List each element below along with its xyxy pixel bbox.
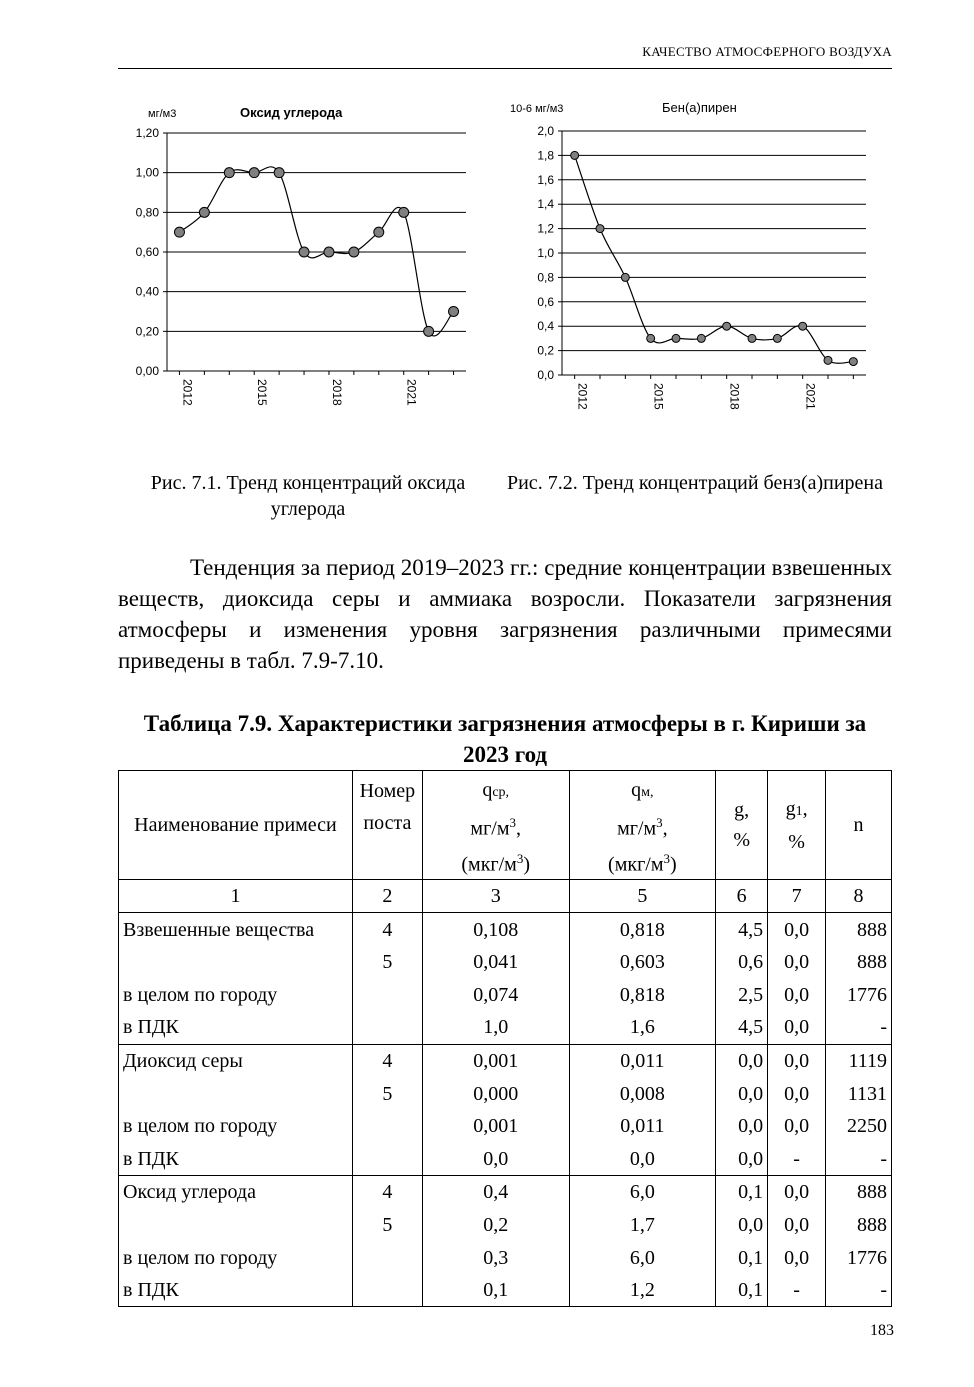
cell-g1: 0,0 <box>768 1241 826 1274</box>
data-point <box>224 168 234 178</box>
cell-g1: 0,0 <box>768 979 826 1012</box>
cell-post: 5 <box>352 1209 422 1242</box>
cell-g: 4,5 <box>716 1011 768 1044</box>
chart-title: Оксид углерода <box>240 105 343 120</box>
cell-qsr: 0,000 <box>422 1077 569 1110</box>
cell-post: 5 <box>352 946 422 979</box>
cell-qm: 0,008 <box>569 1077 716 1110</box>
col-number: 6 <box>716 880 768 913</box>
cell-qsr: 1,0 <box>422 1011 569 1044</box>
cell-post: 5 <box>352 1077 422 1110</box>
data-point <box>621 273 629 281</box>
y-tick-label: 0,8 <box>537 270 554 285</box>
cell-g: 0,6 <box>716 946 768 979</box>
header-n: n <box>826 771 892 880</box>
data-point <box>274 168 284 178</box>
table-row <box>119 1044 892 1077</box>
cell-post: 4 <box>352 1044 422 1077</box>
y-tick-label: 0,60 <box>135 245 159 259</box>
cell-g1: 0,0 <box>768 1044 826 1077</box>
trend-line <box>575 155 854 363</box>
y-tick-label: 0,0 <box>537 368 554 382</box>
cell-n: 888 <box>826 1209 892 1242</box>
cell-name: в целом по городу <box>119 979 353 1012</box>
cell-g1: - <box>768 1274 826 1307</box>
cell-n: 1119 <box>826 1044 892 1077</box>
cell-g: 4,5 <box>716 913 768 946</box>
cell-name: в целом по городу <box>119 1110 353 1143</box>
page-number: 183 <box>870 1322 894 1339</box>
x-tick-label: 2018 <box>329 379 344 406</box>
cell-qm: 1,2 <box>569 1274 716 1307</box>
y-tick-label: 0,4 <box>537 319 554 334</box>
data-point <box>374 227 384 237</box>
cell-g1: 0,0 <box>768 913 826 946</box>
header-qsr: qср, $мг/м^3$, $(мкг/м^3)$ <box>422 771 569 880</box>
y-axis-label: 10-6 мг/м3 <box>510 103 564 115</box>
data-point <box>824 356 832 364</box>
cell-qsr: 0,0 <box>422 1142 569 1175</box>
cell-g1: 0,0 <box>768 1176 826 1209</box>
cell-g1: - <box>768 1142 826 1175</box>
x-tick-label: 2015 <box>651 383 666 410</box>
data-point <box>672 334 680 342</box>
data-point <box>249 168 259 178</box>
cell-name <box>119 946 353 979</box>
cell-n: 888 <box>826 1176 892 1209</box>
chart-benzopyrene <box>500 95 880 435</box>
figure-caption-1: Рис. 7.1. Тренд концентраций оксида углерода <box>150 472 466 520</box>
body-paragraph <box>118 552 892 676</box>
cell-post <box>352 1274 422 1307</box>
col-number: 2 <box>352 880 422 913</box>
table-row <box>119 946 892 979</box>
cell-g: 0,1 <box>716 1176 768 1209</box>
cell-qsr: 0,041 <box>422 946 569 979</box>
y-tick-label: 0,00 <box>135 364 159 378</box>
cell-qsr: 0,1 <box>422 1274 569 1307</box>
data-point <box>773 334 781 342</box>
cell-n: 1776 <box>826 1241 892 1274</box>
table-body <box>119 913 892 1307</box>
header-g: g, % <box>716 771 768 880</box>
y-tick-label: 1,2 <box>537 221 554 236</box>
x-tick-label: 2012 <box>180 379 195 406</box>
y-tick-label: 1,4 <box>537 197 554 212</box>
cell-qm: 1,7 <box>569 1209 716 1242</box>
cell-g1: 0,0 <box>768 946 826 979</box>
table-row <box>119 1110 892 1143</box>
cell-name: Взвешенные вещества <box>119 913 353 946</box>
cell-qsr: 0,001 <box>422 1044 569 1077</box>
cell-g: 0,0 <box>716 1209 768 1242</box>
cell-g: 0,1 <box>716 1274 768 1307</box>
chart-carbon-monoxide <box>118 95 488 435</box>
cell-n: 888 <box>826 913 892 946</box>
running-title: КАЧЕСТВО АТМОСФЕРНОГО ВОЗДУХА <box>642 44 892 59</box>
table-row <box>119 1274 892 1307</box>
cell-g: 0,1 <box>716 1241 768 1274</box>
y-tick-label: 1,0 <box>537 246 554 260</box>
data-point <box>723 322 731 330</box>
cell-name: в целом по городу <box>119 1241 353 1274</box>
cell-post <box>352 1142 422 1175</box>
table-header-row <box>119 771 892 880</box>
cell-qm: 0,818 <box>569 913 716 946</box>
cell-n: 888 <box>826 946 892 979</box>
cell-qsr: 0,2 <box>422 1209 569 1242</box>
header-g1: g1, % <box>768 771 826 880</box>
cell-name: в ПДК <box>119 1142 353 1175</box>
table-title: Таблица 7.9. Характеристики загрязнения атмосферы в г. Кириши за 2023 год <box>143 711 867 767</box>
data-point <box>647 334 655 342</box>
cell-n: - <box>826 1274 892 1307</box>
data-point <box>199 207 209 217</box>
cell-post: 4 <box>352 913 422 946</box>
chart-title: Бен(а)пирен <box>662 100 737 115</box>
x-tick-label: 2021 <box>404 379 419 406</box>
cell-qm: 0,818 <box>569 979 716 1012</box>
cell-g: 0,0 <box>716 1077 768 1110</box>
data-point <box>748 334 756 342</box>
cell-name: в ПДК <box>119 1011 353 1044</box>
column-numbers-row <box>119 880 892 913</box>
col-number: 7 <box>768 880 826 913</box>
y-tick-label: 1,6 <box>537 172 554 187</box>
cell-g: 0,0 <box>716 1110 768 1143</box>
data-point <box>571 151 579 159</box>
table-row <box>119 1011 892 1044</box>
data-point <box>399 207 409 217</box>
data-point <box>799 322 807 330</box>
cell-post <box>352 1011 422 1044</box>
cell-g1: 0,0 <box>768 1077 826 1110</box>
cell-qsr: 0,074 <box>422 979 569 1012</box>
cell-qm: 0,0 <box>569 1142 716 1175</box>
data-point <box>349 247 359 257</box>
data-point <box>849 358 857 366</box>
data-point <box>596 225 604 233</box>
y-tick-label: 0,40 <box>135 284 159 299</box>
cell-post: 4 <box>352 1176 422 1209</box>
table-row <box>119 1077 892 1110</box>
col-number: 1 <box>119 880 353 913</box>
x-tick-label: 2012 <box>575 383 590 410</box>
y-tick-label: 1,00 <box>135 165 159 180</box>
header-qm: qм, $мг/м^3$, $(мкг/м^3)$ <box>569 771 716 880</box>
data-point <box>324 247 334 257</box>
figure-caption-2: Рис. 7.2. Тренд концентраций бенз(а)пирена <box>506 472 884 494</box>
table-row <box>119 1241 892 1274</box>
data-point <box>449 307 459 317</box>
running-header <box>118 40 892 69</box>
table-row <box>119 1209 892 1242</box>
col-number: 5 <box>569 880 716 913</box>
body-paragraph-text: Тенденция за период 2019–2023 гг.: средние концентрации взвешенных веществ, диоксида серы и аммиака возросли. Показатели загрязнения атмосферы и изменения уровня загрязнения различными примесями приведены в табл. 7.9-7.10. <box>118 555 892 673</box>
cell-g1: 0,0 <box>768 1011 826 1044</box>
cell-qm: 6,0 <box>569 1176 716 1209</box>
cell-qsr: 0,4 <box>422 1176 569 1209</box>
table-row <box>119 1142 892 1175</box>
table-row <box>119 1176 892 1209</box>
cell-name <box>119 1209 353 1242</box>
y-tick-label: 0,2 <box>537 343 554 358</box>
data-point <box>174 227 184 237</box>
cell-qm: 1,6 <box>569 1011 716 1044</box>
cell-qsr: 0,001 <box>422 1110 569 1143</box>
y-tick-label: 1,20 <box>135 126 159 140</box>
y-tick-label: 2,0 <box>537 124 554 138</box>
data-point <box>424 326 434 336</box>
x-tick-label: 2015 <box>255 379 270 406</box>
header-name: Наименование примеси <box>119 771 353 880</box>
cell-g1: 0,0 <box>768 1110 826 1143</box>
y-tick-label: 0,80 <box>135 205 159 220</box>
cell-n: 1776 <box>826 979 892 1012</box>
cell-name: в ПДК <box>119 1274 353 1307</box>
header-post: Номер поста <box>352 771 422 880</box>
table-row <box>119 913 892 946</box>
cell-post <box>352 1241 422 1274</box>
y-tick-label: 0,6 <box>537 294 554 309</box>
cell-g1: 0,0 <box>768 1209 826 1242</box>
cell-n: - <box>826 1142 892 1175</box>
x-tick-label: 2021 <box>803 383 818 410</box>
cell-n: - <box>826 1011 892 1044</box>
cell-qm: 0,011 <box>569 1110 716 1143</box>
cell-post <box>352 979 422 1012</box>
data-point <box>299 247 309 257</box>
cell-qm: 0,603 <box>569 946 716 979</box>
cell-n: 2250 <box>826 1110 892 1143</box>
cell-g: 2,5 <box>716 979 768 1012</box>
cell-n: 1131 <box>826 1077 892 1110</box>
table-row <box>119 979 892 1012</box>
cell-qm: 0,011 <box>569 1044 716 1077</box>
y-axis-label: мг/м3 <box>148 108 177 120</box>
trend-line <box>179 167 453 336</box>
data-point <box>697 334 705 342</box>
cell-name: Оксид углерода <box>119 1176 353 1209</box>
cell-name <box>119 1077 353 1110</box>
x-tick-label: 2018 <box>727 383 742 410</box>
y-tick-label: 0,20 <box>135 324 159 339</box>
cell-name: Диоксид серы <box>119 1044 353 1077</box>
cell-g: 0,0 <box>716 1044 768 1077</box>
cell-qsr: 0,3 <box>422 1241 569 1274</box>
cell-post <box>352 1110 422 1143</box>
col-number: 3 <box>422 880 569 913</box>
pollution-table <box>118 770 892 1307</box>
cell-g: 0,0 <box>716 1142 768 1175</box>
cell-qsr: 0,108 <box>422 913 569 946</box>
col-number: 8 <box>826 880 892 913</box>
y-tick-label: 1,8 <box>537 148 554 163</box>
cell-qm: 6,0 <box>569 1241 716 1274</box>
